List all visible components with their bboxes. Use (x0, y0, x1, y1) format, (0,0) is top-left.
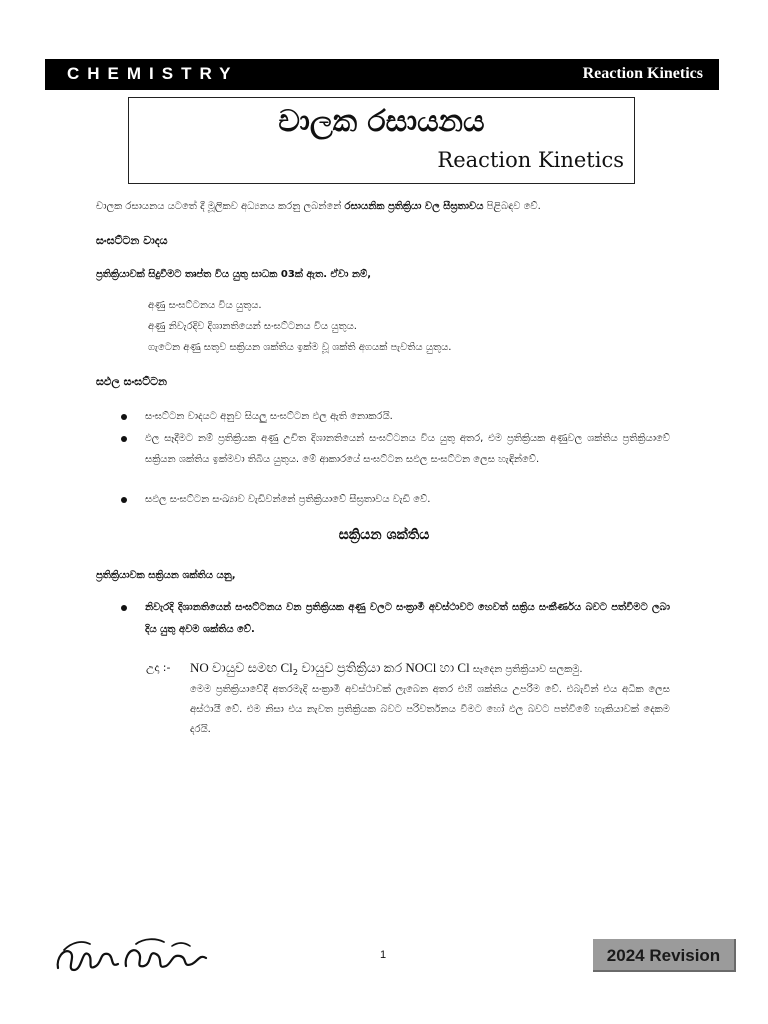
collision-theory-lead: ප්‍රතික්‍රියාවක් සිදුවීමට තෘප්ත විය යුතු සාධක 03ක් ඇත. ඒවා නම්, (96, 269, 372, 280)
effective-collision-bullet: සඵල සංඝට්ටන සංඛ්‍යාව වැඩිවන්නේ ප්‍රතික්‍රියාවේ සීඝ්‍රතාවය වැඩි වේ. (145, 494, 431, 505)
effective-collision-bullet: ඵල සෑදීමට නම් ප්‍රතික්‍රියක අණු උචිත දිශානතියෙන් සංඝට්ටනය විය යුතු අතර, එම ප්‍රතික්‍රියක අණුවල ශක්තිය ප්‍රතික්‍රියාවේ සක්‍රියන ශක්තිය ඉක්මවා තිබිය යුතුය. මේ ආකාරයේ සංඝට්ටන සඵල සංඝට්ටන ලෙස හැඳින්වේ. (145, 433, 670, 465)
bullet-icon (121, 414, 127, 420)
effective-collision-heading: සඵල සංඝට්ටන (96, 375, 167, 388)
example-label: උදා :- (146, 661, 171, 674)
example-line-pre: NO වායුව සමඟ Cl (190, 660, 293, 675)
intro-text-bold: රසායනික ප්‍රතික්‍රියා වල සීඝ්‍රතාවය (344, 201, 484, 212)
example-line-post: සෑදෙන ප්‍රතික්‍රියාව සලකමු. (469, 664, 583, 675)
activation-energy-definition: නිවැරදි දිශානතියෙන් සංඝට්ටනය වන ප්‍රතික්‍රියක අණු වලට සංක්‍රාමී අවස්ථාවට හෙවත් සක්‍රිය සංකීර්ණය බවට පත්වීමට ලබා දිය යුතු අවම ශක්තිය වේ. (145, 602, 670, 635)
bullet-icon (121, 497, 127, 503)
collision-theory-heading: සංඝට්ටන වාදය (96, 234, 168, 247)
collision-factor: ගැටෙන අණු සතුව සක්‍රියන ශක්තිය ඉක්ම වූ ශක්ති අගයක් පැවතිය යුතුය. (148, 342, 452, 353)
page-number: 1 (380, 949, 387, 961)
example-line-sub: 2 (292, 667, 299, 677)
intro-text-before: චාලක රසායනය යටතේ දී මූලිකව අධ්‍යනය කරනු ලබන්නේ (96, 201, 342, 212)
bullet-icon (121, 436, 127, 442)
intro-text-after: පිළිබඳව වේ. (486, 201, 541, 212)
intro-paragraph (96, 200, 686, 214)
effective-collision-bullet: සංඝට්ටන වාදයට අනුව සියලු සංඝට්ටන ඵල ඇති නොකරයි. (145, 411, 393, 422)
subject-label: CHEMISTRY (67, 64, 239, 83)
bullet-icon (121, 605, 127, 611)
activation-energy-lead: ප්‍රතික්‍රියාවක සක්‍රියන ශක්තිය යනු, (96, 570, 236, 581)
title-box (128, 97, 635, 184)
collision-factor: අණු සංඝට්ටනය විය යුතුය. (148, 300, 262, 311)
example-line-mid: වායුව ප්‍රතික්‍රියා කර NOCl හා Cl (298, 660, 470, 675)
activation-energy-heading: සක්‍රියන ශක්තිය (338, 527, 430, 543)
collision-factor: අණු නිවැරදිව දිශානතියෙන් සංඝට්ටනය විය යුතුය. (148, 321, 357, 332)
example-reaction-line (190, 660, 583, 677)
header-bar (45, 59, 719, 90)
topic-label: Reaction Kinetics (582, 65, 703, 82)
sinhala-title: චාලක රසායනය (278, 104, 485, 139)
signature-image (52, 930, 212, 980)
revision-badge: 2024 Revision (593, 939, 736, 972)
example-paragraph: මෙම ප්‍රතික්‍රියාවේදී අතරමැදි සංක්‍රාමී අවස්ථාවක් ලැබෙන අතර එහි ශක්තිය උපරිම වේ. එබැවින් එය අධික ලෙස අස්ථායී වේ. එම නිසා එය නැවත ප්‍රතික්‍රියක බවට පරිවර්තනය වීමට හෝ ඵල බවට පත්වීමේ හැකියාවක් දෙකම දරයි. (190, 684, 670, 735)
english-title: Reaction Kinetics (437, 148, 624, 172)
